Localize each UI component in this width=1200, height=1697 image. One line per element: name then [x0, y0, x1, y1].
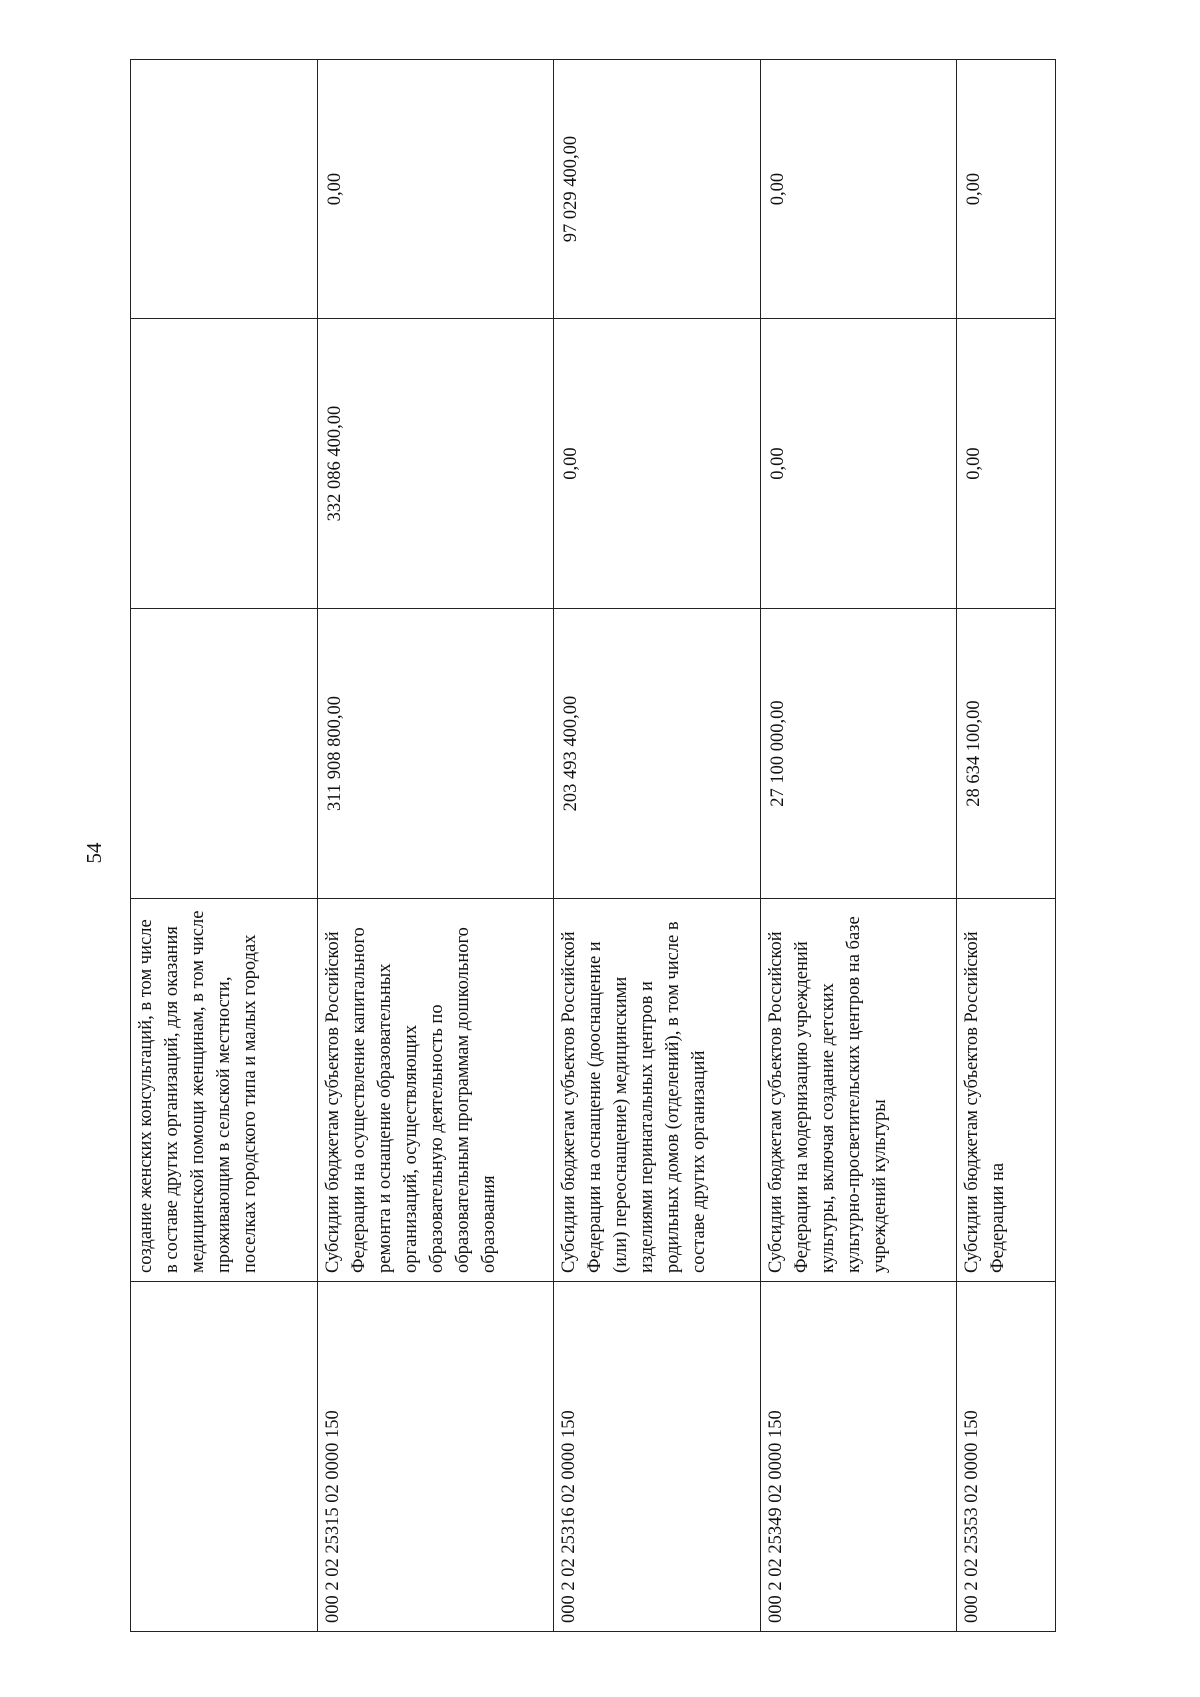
cell-code: [131, 1282, 318, 1632]
table-row: [761, 60, 957, 1632]
cell-code: 000 2 02 25353 02 0000 150: [957, 1282, 1056, 1632]
cell-description: Субсидии бюджетам субъектов Российской Федерации на модернизацию учреждений культуры, включая создание детских культурно-просветительских центров на базе учреждений культуры: [761, 899, 957, 1282]
cell-description: Субсидии бюджетам субъектов Российской Федерации на: [957, 899, 1056, 1282]
cell-value-3: 0,00: [761, 60, 957, 319]
cell-value-1: 203 493 400,00: [554, 609, 761, 899]
cell-value-2: [131, 319, 318, 609]
cell-value-3: 0,00: [318, 60, 554, 319]
table-row: [131, 60, 318, 1632]
cell-code: 000 2 02 25316 02 0000 150: [554, 1282, 761, 1632]
budget-table: [130, 59, 1056, 1632]
cell-value-2: 0,00: [957, 319, 1056, 609]
cell-value-3: [131, 60, 318, 319]
table-row: [554, 60, 761, 1632]
cell-value-1: 27 100 000,00: [761, 609, 957, 899]
page-number: 54: [82, 842, 106, 864]
cell-description: создание женских консультаций, в том числе в составе других организаций, для оказания медицинской помощи женщинам, в том числе проживающим в сельской местности, поселках городского типа и малых городах: [131, 899, 318, 1282]
cell-value-1: 28 634 100,00: [957, 609, 1056, 899]
cell-value-2: 0,00: [761, 319, 957, 609]
cell-value-1: 311 908 800,00: [318, 609, 554, 899]
cell-value-3: 97 029 400,00: [554, 60, 761, 319]
table-row: [957, 60, 1056, 1632]
cell-value-2: 332 086 400,00: [318, 319, 554, 609]
cell-value-2: 0,00: [554, 319, 761, 609]
cell-description: Субсидии бюджетам субъектов Российской Федерации на оснащение (дооснащение и (или) переоснащение) медицинскими изделиями перинатальных центров и родильных домов (отделений), в том числе в составе других организаций: [554, 899, 761, 1282]
table-row: [318, 60, 554, 1632]
cell-code: 000 2 02 25315 02 0000 150: [318, 1282, 554, 1632]
cell-value-1: [131, 609, 318, 899]
cell-description: Субсидии бюджетам субъектов Российской Федерации на осуществление капитального ремонта и оснащение образовательных организаций, осуществляющих образовательную деятельность по образовательным программам дошкольного образования: [318, 899, 554, 1282]
cell-value-3: 0,00: [957, 60, 1056, 319]
cell-code: 000 2 02 25349 02 0000 150: [761, 1282, 957, 1632]
